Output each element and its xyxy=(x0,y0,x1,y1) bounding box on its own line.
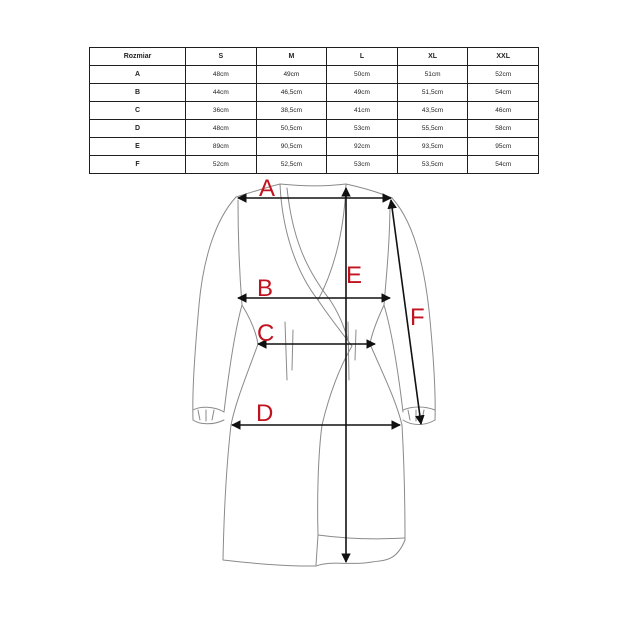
left-bodice xyxy=(242,305,258,344)
measurement-arrows xyxy=(232,188,421,562)
table-cell: 46,5cm xyxy=(256,84,327,102)
table-cell: 38,5cm xyxy=(256,102,327,120)
label-e: E xyxy=(346,262,363,289)
row-label: A xyxy=(90,66,186,84)
row-label: C xyxy=(90,102,186,120)
right-bodice xyxy=(370,305,384,344)
label-b: B xyxy=(257,275,274,302)
table-cell: 48cm xyxy=(186,66,257,84)
table-cell: 95cm xyxy=(468,138,539,156)
table-cell: 46cm xyxy=(468,102,539,120)
header-s: S xyxy=(186,48,257,66)
table-cell: 54cm xyxy=(468,84,539,102)
table-cell: 52cm xyxy=(186,156,257,174)
table-cell: 53cm xyxy=(327,156,398,174)
table-cell: 53cm xyxy=(327,120,398,138)
table-cell: 53,5cm xyxy=(397,156,468,174)
table-cell: 51cm xyxy=(397,66,468,84)
label-a: A xyxy=(259,175,276,202)
table-cell: 41cm xyxy=(327,102,398,120)
table-cell: 93,5cm xyxy=(397,138,468,156)
table-cell: 51,5cm xyxy=(397,84,468,102)
table-cell: 90,5cm xyxy=(256,138,327,156)
row-label: B xyxy=(90,84,186,102)
header-xl: XL xyxy=(397,48,468,66)
collar-line xyxy=(287,188,348,340)
left-sleeve-inner xyxy=(224,200,242,412)
hem xyxy=(223,540,405,566)
table-cell: 54cm xyxy=(468,156,539,174)
dress-outline xyxy=(193,184,435,566)
table-cell: 50,5cm xyxy=(256,120,327,138)
left-neck-wrap xyxy=(280,184,318,300)
right-skirt xyxy=(370,344,405,540)
table-cell: 49cm xyxy=(256,66,327,84)
label-d: D xyxy=(256,400,274,427)
table-cell: 44cm xyxy=(186,84,257,102)
table-cell: 43,5cm xyxy=(397,102,468,120)
hem-inner xyxy=(318,535,405,539)
label-f: F xyxy=(410,304,425,331)
table-cell: 48cm xyxy=(186,120,257,138)
table-cell: 55,5cm xyxy=(397,120,468,138)
table-cell: 92cm xyxy=(327,138,398,156)
row-label: E xyxy=(90,138,186,156)
label-c: C xyxy=(257,320,275,347)
header-m: M xyxy=(256,48,327,66)
row-label: F xyxy=(90,156,186,174)
header-l: L xyxy=(327,48,398,66)
table-cell: 89cm xyxy=(186,138,257,156)
table-cell: 52,5cm xyxy=(256,156,327,174)
header-xxl: XXL xyxy=(468,48,539,66)
table-cell: 58cm xyxy=(468,120,539,138)
right-sleeve-inner xyxy=(384,202,403,412)
header-rozmiar: Rozmiar xyxy=(90,48,186,66)
table-cell: 36cm xyxy=(186,102,257,120)
left-cuff xyxy=(193,407,224,424)
row-label: D xyxy=(90,120,186,138)
left-sleeve-outer xyxy=(193,197,236,420)
table-cell: 50cm xyxy=(327,66,398,84)
table-cell: 49cm xyxy=(327,84,398,102)
table-cell: 52cm xyxy=(468,66,539,84)
